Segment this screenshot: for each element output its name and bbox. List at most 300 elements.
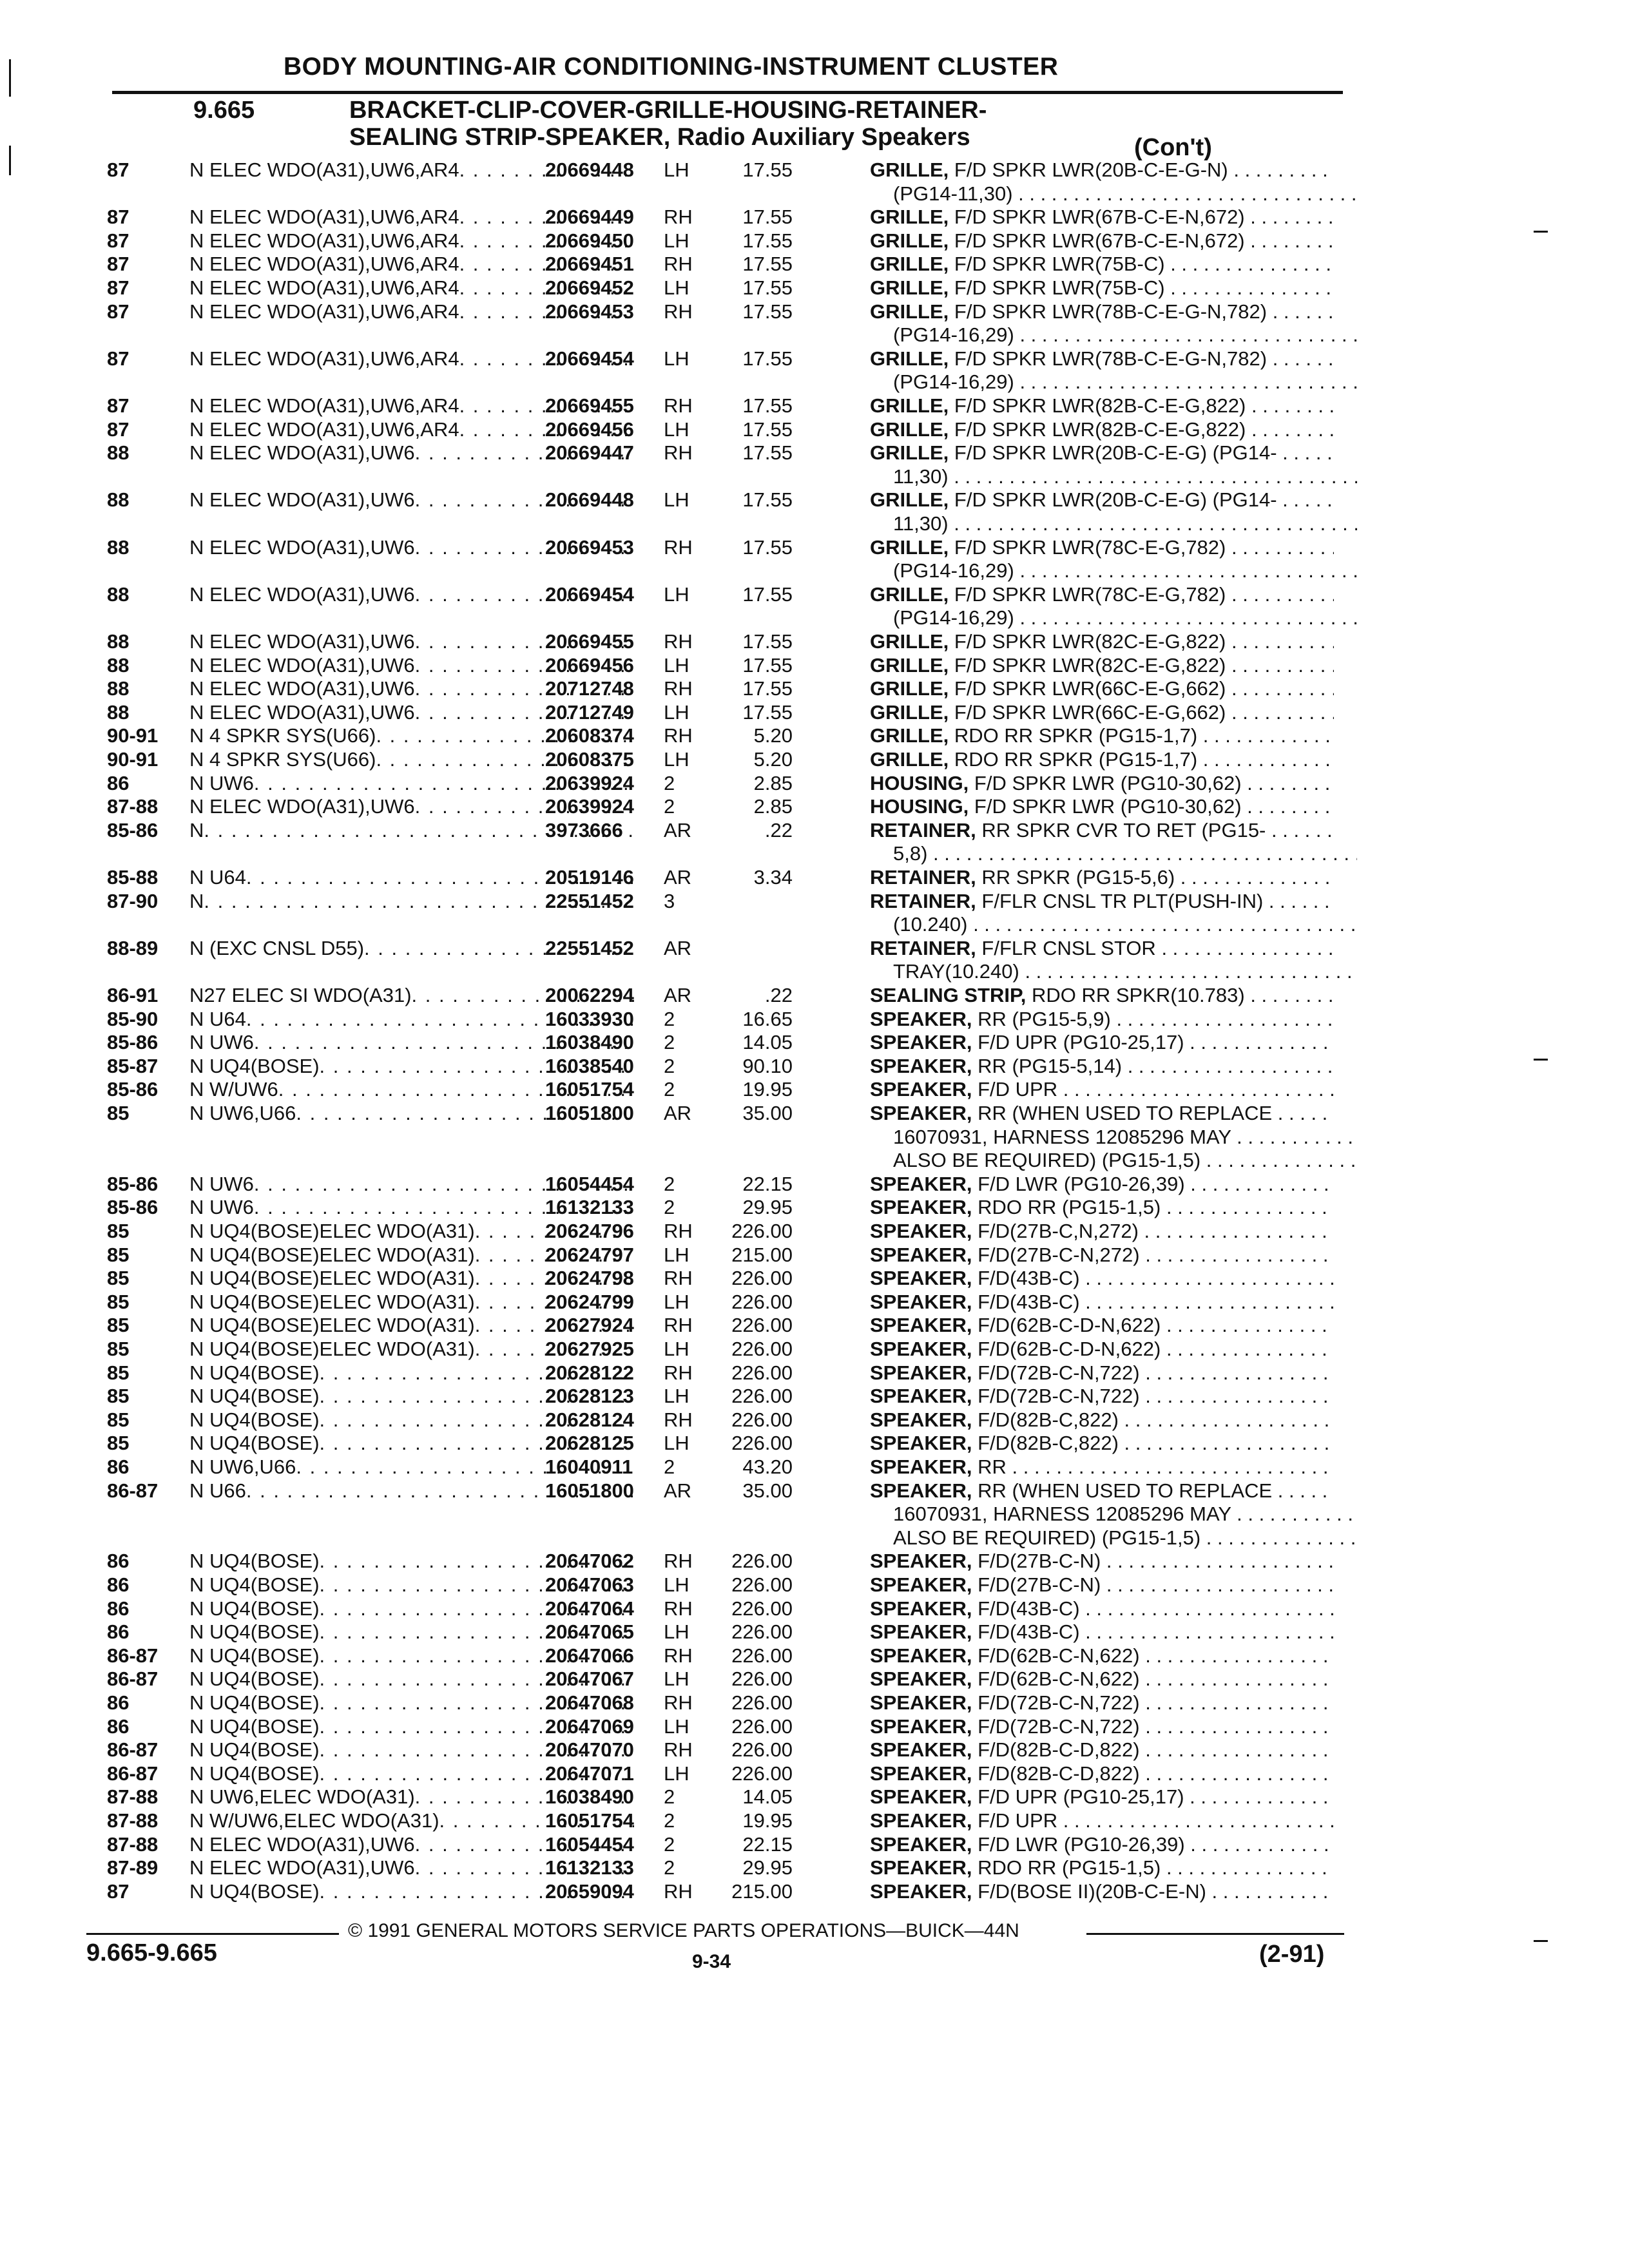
row-price: 17.55: [742, 630, 793, 653]
row-description-text: F/D(62B-C-N,622): [978, 1644, 1140, 1667]
row-quantity: LH: [664, 276, 689, 299]
row-quantity: RH: [664, 724, 693, 747]
row-application: N ELEC WDO(A31),UW6 . . .: [189, 1856, 634, 1879]
row-year: 87-88: [107, 795, 159, 818]
row-quantity: AR: [664, 1479, 692, 1502]
row-description: [870, 1244, 1334, 1267]
table-row-continuation: [0, 182, 1629, 208]
table-row: [0, 724, 1629, 750]
row-price: 17.55: [742, 441, 793, 465]
row-part-name: GRILLE,: [870, 300, 949, 323]
row-part-name: SPEAKER,: [870, 1879, 972, 1903]
row-description: [870, 630, 1334, 653]
row-year: 86: [107, 1620, 130, 1644]
row-year: 85-86: [107, 1172, 159, 1195]
row-quantity: LH: [664, 653, 689, 677]
row-part-name: HOUSING,: [870, 795, 969, 818]
row-description-text: F/D SPKR LWR(67B-C-E-N,672): [954, 229, 1245, 252]
row-part-name: SPEAKER,: [870, 1856, 972, 1879]
table-row: [0, 253, 1629, 278]
row-price: 14.05: [742, 1785, 793, 1809]
row-application: N U64 . . .: [189, 866, 634, 889]
table-row: [0, 229, 1629, 255]
row-application: N ELEC WDO(A31),UW6 . . .: [189, 630, 634, 653]
row-price: 226.00: [731, 1408, 793, 1431]
row-price: 226.00: [731, 1691, 793, 1714]
row-price: 19.95: [742, 1078, 793, 1101]
table-row-continuation: [0, 559, 1629, 585]
row-part-name: GRILLE,: [870, 159, 949, 181]
row-quantity: RH: [664, 1691, 693, 1714]
row-year: 85: [107, 1361, 130, 1384]
row-price: 17.55: [742, 700, 793, 724]
row-description-continuation: 16070931, HARNESS 12085296 MAY . . .: [893, 1126, 1357, 1149]
row-part-number: 22551452: [545, 889, 634, 912]
table-row: [0, 654, 1629, 680]
row-description: [870, 772, 1334, 795]
row-part-name: GRILLE,: [870, 253, 949, 276]
row-price: 22.15: [742, 1832, 793, 1856]
row-description: [870, 1644, 1334, 1667]
row-description: [870, 1691, 1334, 1715]
row-price: 226.00: [731, 1361, 793, 1384]
row-description-text: RR (PG15-5,9): [978, 1007, 1111, 1030]
row-price: 29.95: [742, 1196, 793, 1219]
row-year: 85-90: [107, 1007, 159, 1030]
row-part-name: SPEAKER,: [870, 1715, 972, 1738]
row-description: [870, 1408, 1334, 1432]
table-row-continuation: [0, 465, 1629, 491]
row-description-text: F/D(43B-C): [978, 1267, 1080, 1290]
row-quantity: LH: [664, 582, 689, 606]
row-description-text: F/D UPR (PG10-25,17): [978, 1031, 1184, 1054]
table-row: [0, 1432, 1629, 1457]
row-description: [870, 1361, 1334, 1385]
table-row: [0, 1220, 1629, 1245]
row-part-number: 16040911: [545, 1456, 633, 1478]
row-description: [870, 488, 1334, 512]
row-description: [870, 1785, 1334, 1809]
row-application: N . . .: [189, 890, 634, 913]
row-quantity: RH: [664, 1314, 693, 1337]
row-quantity: RH: [664, 1267, 693, 1290]
row-application: N UQ4(BOSE) . . .: [189, 1880, 634, 1903]
row-part-name: GRILLE,: [870, 582, 949, 606]
row-part-number: 22551452: [545, 936, 634, 959]
row-part-name: SPEAKER,: [870, 1832, 972, 1856]
row-application: N UQ4(BOSE) . . .: [189, 1432, 634, 1455]
table-row: [0, 1738, 1629, 1764]
table-row: [0, 1267, 1629, 1293]
row-description-continuation: 11,30) . . .: [893, 512, 1357, 535]
row-application: N UQ4(BOSE) . . .: [189, 1573, 634, 1597]
row-price: 17.55: [742, 229, 793, 252]
row-year: 85-86: [107, 1196, 159, 1219]
table-row: [0, 1833, 1629, 1859]
row-part-number: 20608374: [545, 724, 634, 747]
row-description-text: RR (WHEN USED TO REPLACE: [978, 1479, 1273, 1502]
row-quantity: RH: [664, 1408, 693, 1431]
row-part-number: 20669455: [545, 394, 634, 417]
row-description-text: F/D(62B-C-N,622): [978, 1667, 1140, 1691]
row-description-text: F/D(82B-C-D,822): [978, 1762, 1140, 1785]
row-quantity: AR: [664, 866, 692, 889]
row-price: 17.55: [742, 347, 793, 370]
row-year: 85: [107, 1220, 130, 1242]
row-part-name: GRILLE,: [870, 276, 949, 299]
footer-page-number: 9-34: [692, 1950, 731, 1972]
row-description-text: RR SPKR CVR TO RET (PG15-: [981, 818, 1266, 841]
table-row: [0, 1314, 1629, 1340]
row-price: 3.34: [753, 866, 793, 889]
row-description-text: RDO RR (PG15-1,5): [978, 1196, 1161, 1219]
row-description-text: F/D(27B-C-N,272): [978, 1243, 1140, 1266]
row-part-name: SPEAKER,: [870, 1385, 972, 1408]
row-application: N UQ4(BOSE) . . .: [189, 1715, 634, 1738]
table-row: [0, 583, 1629, 609]
row-application: N UW6,U66 . . .: [189, 1456, 634, 1479]
row-description: [870, 394, 1334, 418]
table-row: [0, 984, 1629, 1010]
row-application: N ELEC WDO(A31),UW6 . . .: [189, 701, 634, 724]
row-quantity: LH: [664, 748, 689, 771]
row-description: [870, 866, 1334, 889]
row-description: [870, 1856, 1334, 1879]
row-description: [870, 1880, 1334, 1903]
row-year: 85: [107, 1290, 130, 1313]
section-title-line-1: BRACKET-CLIP-COVER-GRILLE-HOUSING-RETAINER-: [349, 97, 987, 124]
row-description-continuation: ALSO BE REQUIRED) (PG15-1,5) . . .: [893, 1526, 1357, 1550]
row-quantity: LH: [664, 1243, 689, 1266]
row-description-text: F/D SPKR LWR(82B-C-E-G,822): [954, 394, 1246, 417]
row-quantity: 2: [664, 1196, 675, 1219]
row-part-name: GRILLE,: [870, 488, 949, 512]
row-application: N UQ4(BOSE) . . .: [189, 1055, 634, 1078]
row-quantity: RH: [664, 535, 693, 559]
row-application: N UQ4(BOSE)ELEC WDO(A31) . . .: [189, 1220, 634, 1243]
row-part-number: 20647071: [545, 1762, 634, 1785]
row-description: [870, 276, 1334, 300]
row-application: N ELEC WDO(A31),UW6 . . .: [189, 488, 634, 512]
table-row-continuation: [0, 1126, 1629, 1151]
row-year: 86-87: [107, 1667, 159, 1691]
row-part-number: 16051800: [545, 1479, 634, 1502]
row-description: [870, 536, 1334, 559]
row-quantity: RH: [664, 253, 693, 276]
row-description-text: RR: [978, 1456, 1007, 1478]
table-row: [0, 1550, 1629, 1575]
row-description-text: F/D(BOSE II)(20B-C-E-N): [978, 1879, 1206, 1903]
row-description-text: F/D SPKR LWR(20B-C-E-G) (PG14-: [954, 488, 1277, 512]
row-description-text: F/D(43B-C): [978, 1290, 1080, 1313]
row-part-number: 20712748: [545, 677, 634, 700]
row-description: [870, 701, 1334, 724]
row-price: 226.00: [731, 1290, 793, 1313]
row-price: 2.85: [753, 771, 793, 794]
row-year: 88: [107, 488, 130, 512]
section-continued-label: (Con't): [1134, 134, 1212, 161]
row-quantity: RH: [664, 300, 693, 323]
row-year: 90-91: [107, 724, 159, 747]
table-row: [0, 1715, 1629, 1741]
row-part-number: 16132133: [545, 1856, 634, 1879]
row-part-name: SPEAKER,: [870, 1479, 972, 1502]
row-part-number: 20669453: [545, 535, 634, 559]
row-description-text: F/D(27B-C,N,272): [978, 1220, 1139, 1242]
row-price: 43.20: [742, 1456, 793, 1478]
row-quantity: 3: [664, 889, 675, 912]
row-price: 19.95: [742, 1809, 793, 1832]
row-year: 88: [107, 653, 130, 677]
row-description-text: F/D SPKR LWR(20B-C-E-G) (PG14-: [954, 441, 1277, 465]
row-part-name: SPEAKER,: [870, 1432, 972, 1455]
table-row-continuation: [0, 370, 1629, 396]
table-row: [0, 1173, 1629, 1198]
row-year: 86-87: [107, 1644, 159, 1667]
table-row: [0, 1031, 1629, 1057]
row-quantity: RH: [664, 394, 693, 417]
row-year: 86: [107, 1691, 130, 1714]
row-year: 88: [107, 535, 130, 559]
row-quantity: LH: [664, 1667, 689, 1691]
row-part-number: 20627924: [545, 1314, 634, 1337]
row-description: [870, 677, 1334, 700]
row-part-number: 20647065: [545, 1620, 634, 1644]
row-part-name: GRILLE,: [870, 748, 949, 771]
row-quantity: 2: [664, 771, 675, 794]
row-description: [870, 1833, 1334, 1856]
row-price: 2.85: [753, 795, 793, 818]
table-row: [0, 1408, 1629, 1434]
row-part-number: 20669450: [545, 229, 634, 252]
row-description: [870, 748, 1334, 771]
row-part-number: 20669455: [545, 630, 634, 653]
row-year: 86-87: [107, 1479, 159, 1502]
row-price: .22: [764, 984, 793, 1006]
row-quantity: LH: [664, 488, 689, 512]
row-part-name: RETAINER,: [870, 936, 976, 959]
table-row: [0, 1573, 1629, 1599]
row-quantity: LH: [664, 1573, 689, 1596]
row-quantity: LH: [664, 229, 689, 252]
row-price: 226.00: [731, 1620, 793, 1644]
row-price: 17.55: [742, 206, 793, 229]
row-quantity: 2: [664, 1832, 675, 1856]
row-year: 87: [107, 300, 130, 323]
row-part-name: HOUSING,: [870, 771, 969, 794]
row-description: [870, 1620, 1334, 1644]
row-part-number: 20669456: [545, 653, 634, 677]
table-row-continuation: [0, 842, 1629, 868]
row-description-text: F/D(82B-C,822): [978, 1408, 1119, 1431]
row-year: 87: [107, 276, 130, 299]
table-row: [0, 1479, 1629, 1505]
row-part-name: SPEAKER,: [870, 1573, 972, 1596]
row-description: [870, 1550, 1334, 1573]
row-quantity: LH: [664, 418, 689, 441]
row-description-continuation: TRAY(10.240) . . .: [893, 960, 1357, 983]
row-description-text: RDO RR SPKR (PG15-1,7): [954, 748, 1198, 771]
row-application: N UQ4(BOSE) . . .: [189, 1691, 634, 1715]
row-description-text: F/D SPKR LWR(66C-E-G,662): [954, 700, 1226, 724]
row-application: N UQ4(BOSE) . . .: [189, 1644, 634, 1667]
row-part-number: 20647068: [545, 1691, 634, 1714]
row-application: N UQ4(BOSE)ELEC WDO(A31) . . .: [189, 1291, 634, 1314]
row-year: 85-88: [107, 866, 159, 889]
row-description-text: F/D(27B-C-N): [978, 1550, 1101, 1573]
row-application: N ELEC WDO(A31),UW6 . . .: [189, 795, 634, 818]
row-quantity: RH: [664, 1220, 693, 1242]
row-description-continuation: (PG14-16,29) . . .: [893, 606, 1357, 629]
row-description-text: RDO RR SPKR(10.783): [1031, 984, 1245, 1006]
row-description-text: F/D SPKR LWR(82C-E-G,822): [954, 630, 1226, 653]
row-description-text: RR SPKR (PG15-5,6): [981, 866, 1175, 889]
row-year: 87: [107, 394, 130, 417]
row-description: [870, 1008, 1334, 1031]
row-quantity: LH: [664, 1620, 689, 1644]
row-price: 215.00: [731, 1243, 793, 1266]
row-application: N ELEC WDO(A31),UW6 . . .: [189, 536, 634, 559]
row-description-text: RR (WHEN USED TO REPLACE: [978, 1102, 1273, 1124]
row-price: 17.55: [742, 253, 793, 276]
row-price: .22: [764, 818, 793, 841]
section-number: 9.665: [193, 97, 255, 124]
row-part-number: 3973666: [545, 818, 623, 841]
row-price: 226.00: [731, 1432, 793, 1455]
row-description: [870, 1479, 1334, 1503]
row-price: 226.00: [731, 1267, 793, 1290]
row-price: 5.20: [753, 748, 793, 771]
row-description: [870, 1456, 1334, 1479]
row-part-number: 20647069: [545, 1715, 634, 1738]
table-row: [0, 418, 1629, 444]
row-price: 226.00: [731, 1314, 793, 1337]
row-part-name: SPEAKER,: [870, 1267, 972, 1290]
row-part-number: 20669447: [545, 441, 634, 465]
row-part-number: 20624799: [545, 1290, 634, 1313]
table-row: [0, 1196, 1629, 1222]
row-year: 88: [107, 582, 130, 606]
row-application: N ELEC WDO(A31),UW6,AR4 . . .: [189, 300, 634, 323]
row-application: N 4 SPKR SYS(U66) . . .: [189, 748, 634, 771]
row-description: [870, 300, 1334, 323]
table-row-continuation: [0, 606, 1629, 632]
row-description-continuation: 16070931, HARNESS 12085296 MAY . . .: [893, 1503, 1357, 1526]
row-description: [870, 1291, 1334, 1314]
row-application: N ELEC WDO(A31),UW6 . . .: [189, 677, 634, 700]
row-part-number: 20647062: [545, 1550, 634, 1573]
row-description: [870, 1762, 1334, 1785]
row-description-text: RDO RR SPKR (PG15-1,7): [954, 724, 1198, 747]
row-part-number: 16051800: [545, 1102, 634, 1124]
row-price: 226.00: [731, 1597, 793, 1620]
row-quantity: RH: [664, 1597, 693, 1620]
row-year: 90-91: [107, 748, 159, 771]
row-description-continuation: (PG14-16,29) . . .: [893, 323, 1357, 347]
row-price: 215.00: [731, 1879, 793, 1903]
row-year: 87: [107, 253, 130, 276]
section-title-line-2: SEALING STRIP-SPEAKER, Radio Auxiliary Speakers: [349, 124, 970, 151]
row-part-name: GRILLE,: [870, 206, 949, 229]
table-row: [0, 1008, 1629, 1033]
row-price: 17.55: [742, 276, 793, 299]
row-description: [870, 1338, 1334, 1361]
row-part-name: SPEAKER,: [870, 1220, 972, 1242]
row-part-name: RETAINER,: [870, 889, 976, 912]
table-row: [0, 866, 1629, 892]
row-year: 87: [107, 229, 130, 252]
row-application: N UW6 . . .: [189, 772, 634, 795]
row-application: N UW6 . . .: [189, 1173, 634, 1196]
row-part-name: SPEAKER,: [870, 1361, 972, 1384]
row-part-name: SPEAKER,: [870, 1408, 972, 1431]
row-part-number: 20647064: [545, 1597, 634, 1620]
row-quantity: RH: [664, 677, 693, 700]
row-part-name: GRILLE,: [870, 700, 949, 724]
row-part-number: 16054454: [545, 1832, 634, 1856]
row-year: 87-90: [107, 889, 159, 912]
row-description: [870, 654, 1334, 677]
row-year: 88: [107, 677, 130, 700]
row-description: [870, 984, 1334, 1007]
table-row: [0, 1385, 1629, 1410]
row-year: 87: [107, 206, 130, 229]
row-part-name: SEALING STRIP,: [870, 984, 1027, 1006]
row-part-number: 20669456: [545, 418, 634, 441]
row-description-text: F/D SPKR LWR(67B-C-E-N,672): [954, 206, 1245, 229]
row-year: 85: [107, 1102, 130, 1124]
row-part-number: 20608375: [545, 748, 634, 771]
row-description-text: F/D SPKR LWR(78B-C-E-G-N,782): [954, 300, 1268, 323]
row-description-text: F/D SPKR LWR(82B-C-E-G,822): [954, 418, 1246, 441]
row-price: 14.05: [742, 1031, 793, 1054]
table-row-continuation: [0, 960, 1629, 986]
table-row: [0, 701, 1629, 727]
row-part-number: 20628123: [545, 1385, 634, 1408]
row-description: [870, 229, 1334, 253]
row-part-number: 20628124: [545, 1408, 634, 1431]
row-year: 86: [107, 1597, 130, 1620]
row-description-text: F/D LWR (PG10-26,39): [978, 1832, 1185, 1856]
row-quantity: LH: [664, 1385, 689, 1408]
row-description-text: F/D SPKR LWR(75B-C): [954, 276, 1165, 299]
row-application: N UQ4(BOSE)ELEC WDO(A31) . . .: [189, 1267, 634, 1290]
row-part-name: SPEAKER,: [870, 1667, 972, 1691]
row-part-number: 20669453: [545, 300, 634, 323]
table-row: [0, 1691, 1629, 1717]
row-description-text: F/D SPKR LWR(78C-E-G,782): [954, 582, 1226, 606]
row-part-number: 20647070: [545, 1738, 634, 1762]
row-part-name: SPEAKER,: [870, 1785, 972, 1809]
row-description: [870, 1173, 1334, 1196]
row-year: 85: [107, 1408, 130, 1431]
row-quantity: LH: [664, 347, 689, 370]
table-row: [0, 1055, 1629, 1081]
row-part-name: SPEAKER,: [870, 1644, 972, 1667]
row-description-text: F/D SPKR LWR(66C-E-G,662): [954, 677, 1226, 700]
row-part-number: 20062294: [545, 984, 634, 1006]
row-application: N UQ4(BOSE)ELEC WDO(A31) . . .: [189, 1338, 634, 1361]
row-part-number: 20639924: [545, 795, 634, 818]
row-description: [870, 819, 1334, 842]
row-application: N UW6,U66 . . .: [189, 1102, 634, 1125]
row-part-name: SPEAKER,: [870, 1809, 972, 1832]
row-year: 86: [107, 1550, 130, 1573]
row-year: 86: [107, 1715, 130, 1738]
row-year: 86: [107, 1456, 130, 1478]
row-price: 226.00: [731, 1220, 793, 1242]
row-description: [870, 253, 1334, 276]
